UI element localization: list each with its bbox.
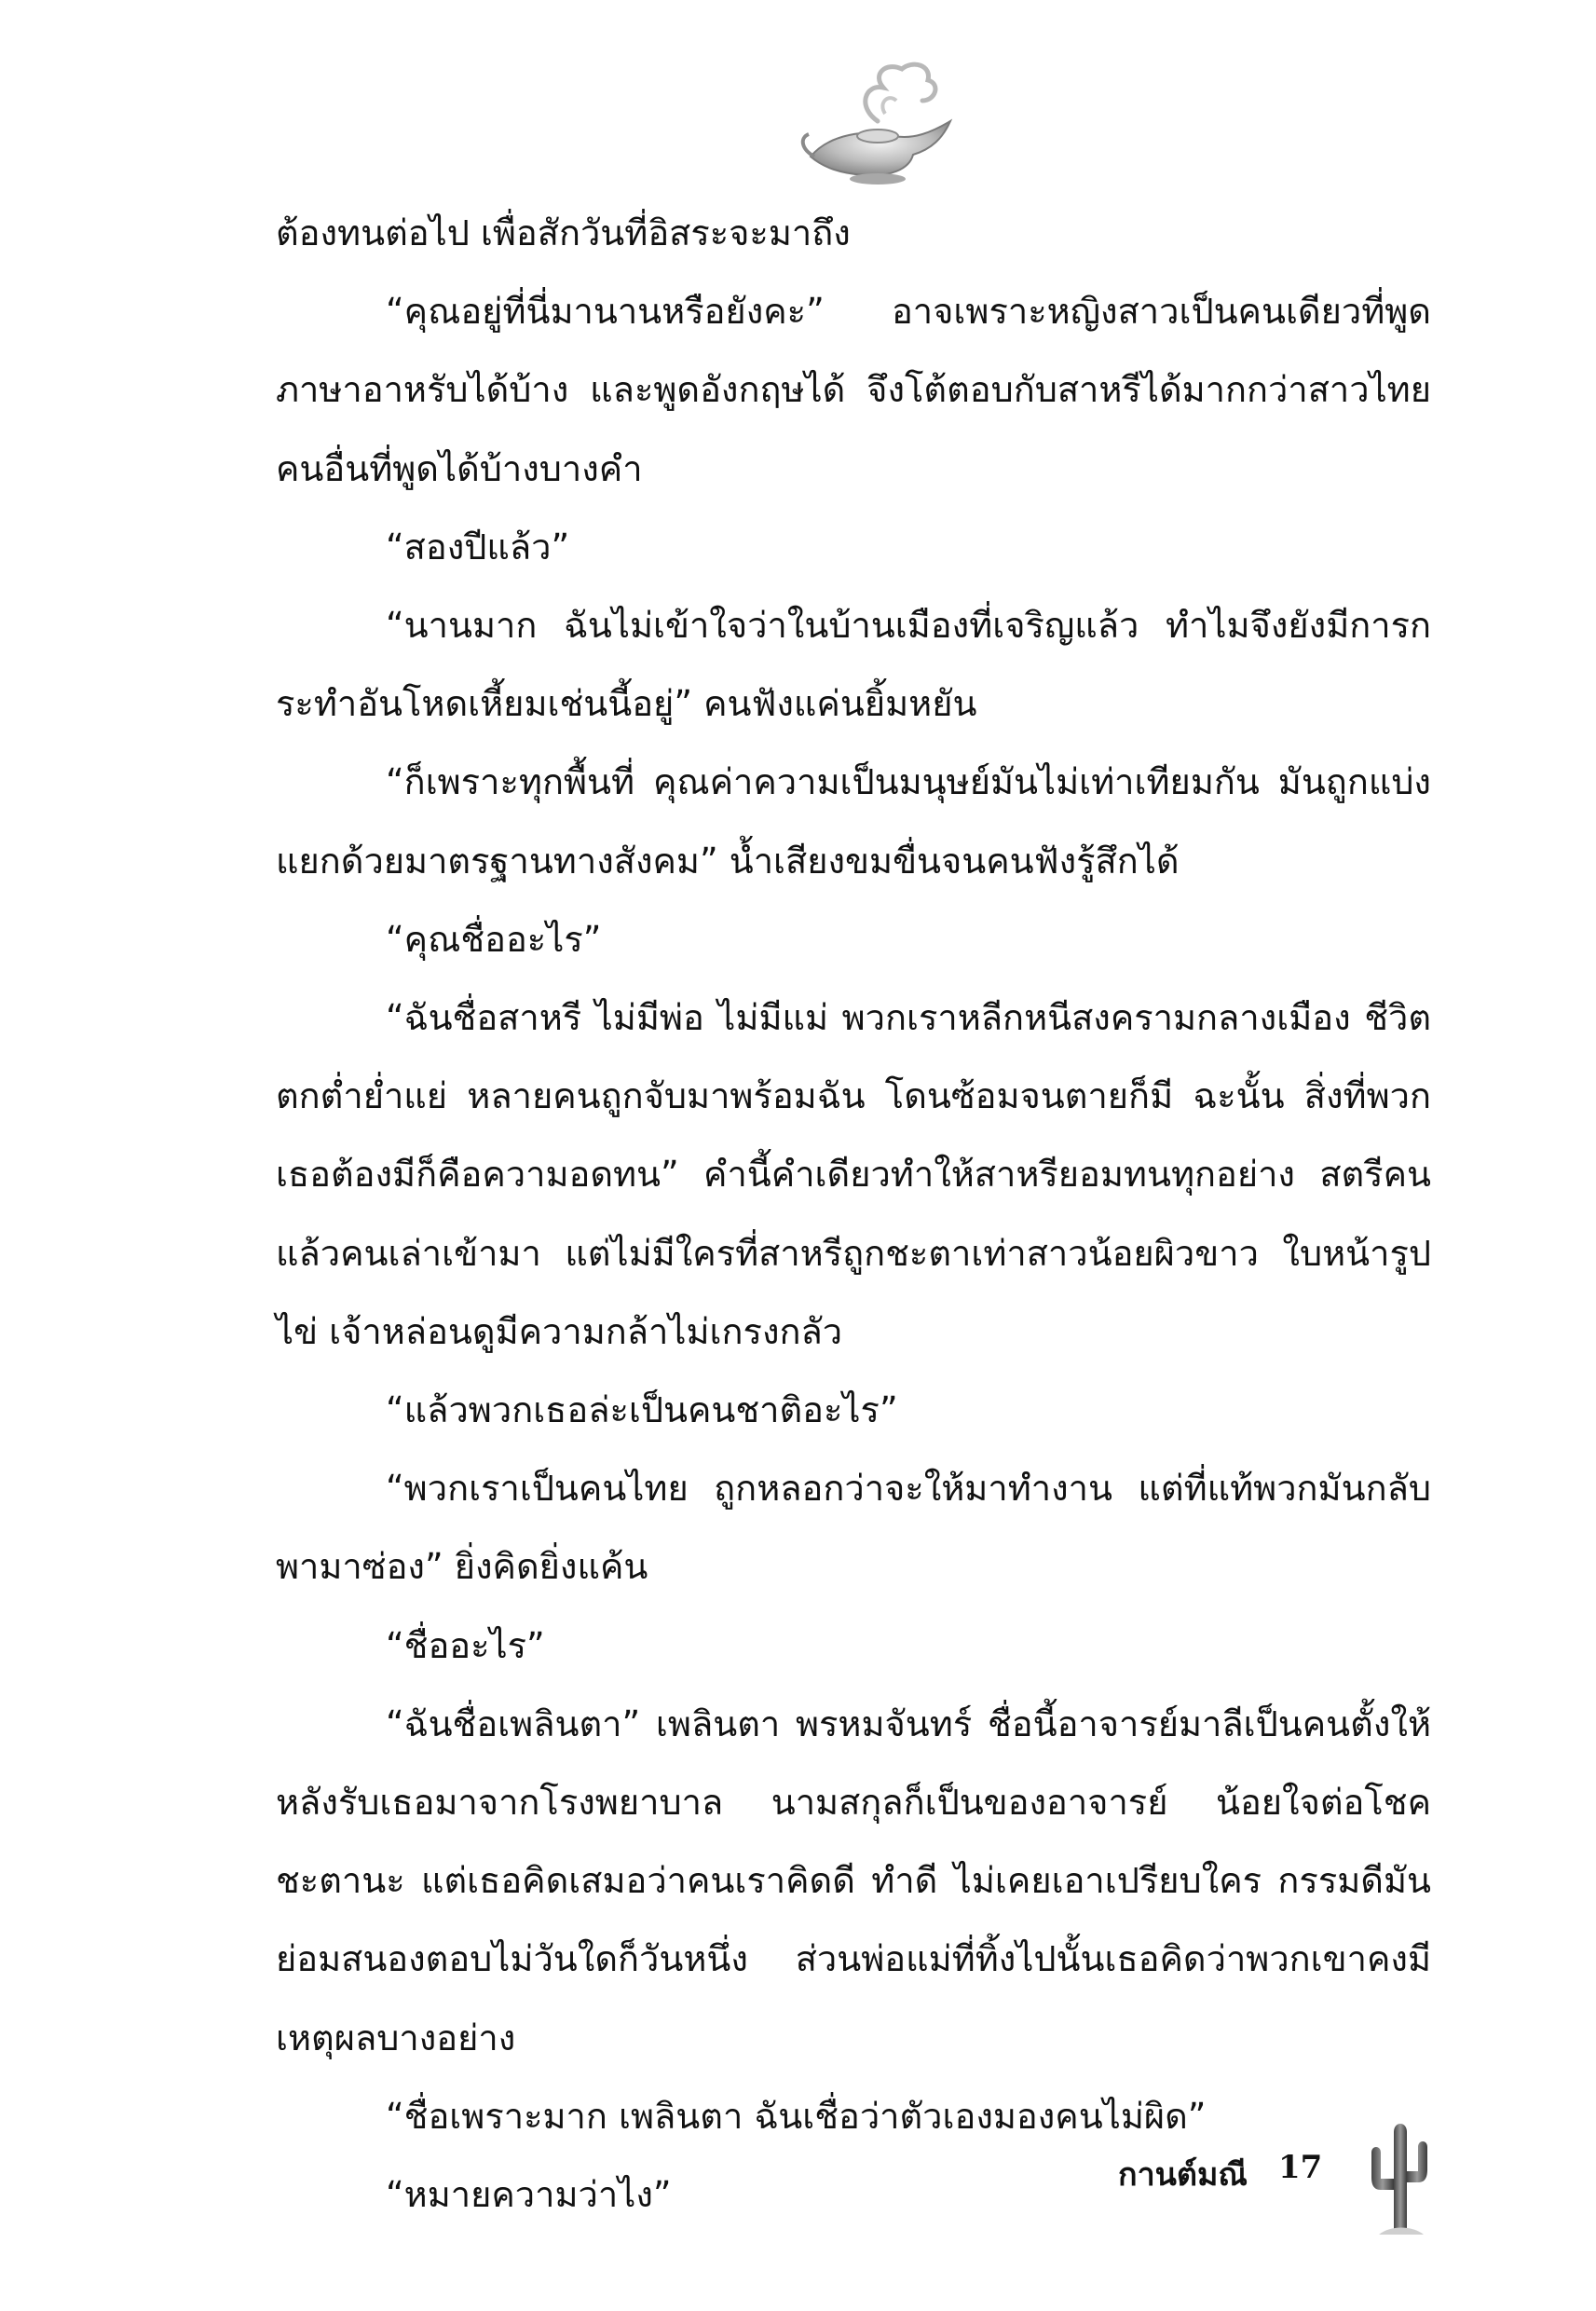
magic-lamp-icon [792, 56, 969, 196]
page-footer [1109, 2134, 1481, 2227]
paragraph: “ชื่อเพราะมาก เพลินตา ฉันเชื่อว่าตัวเองมองคนไม่ผิด” [386, 2095, 1207, 2137]
paragraph: “คุณชื่ออะไร” [386, 918, 602, 960]
paragraph: “ก็เพราะทุกพื้นที่ คุณค่าความเป็นมนุษย์มันไม่เท่าเทียมกัน มันถูกแบ่งแยกด้วยมาตรฐานทางสังคม” น้ำเสียงขมขื่นจนคนฟังรู้สึกได้ [276, 761, 1431, 882]
paragraph: ต้องทนต่อไป เพื่อสักวันที่อิสระจะมาถึง [276, 212, 851, 253]
paragraph: “หมายความว่าไง” [386, 2174, 672, 2216]
book-title: กานต์มณี [1118, 2156, 1248, 2194]
paragraph: “คุณอยู่ที่นี่มานานหรือยังคะ” อาจเพราะหญิงสาวเป็นคนเดียวที่พูดภาษาอาหรับได้บ้าง และพูดอังกฤษได้ จึงโต้ตอบกับสาหรีได้มากกว่าสาวไทยคนอื่นที่พูดได้บ้างบางคำ [276, 291, 1431, 489]
paragraph: “นานมาก ฉันไม่เข้าใจว่าในบ้านเมืองที่เจริญแล้ว ทำไมจึงยังมีการกระทำอันโหดเหี้ยมเช่นนี้อยู่” คนฟังแค่นยิ้มหยัน [276, 605, 1431, 725]
page-number: 17 [1278, 2149, 1323, 2186]
body-text [276, 194, 1431, 2234]
paragraph: “พวกเราเป็นคนไทย ถูกหลอกว่าจะให้มาทำงาน แต่ที่แท้พวกมันกลับพามาซ่อง” ยิ่งคิดยิ่งแค้น [276, 1468, 1431, 1588]
cactus-icon [1353, 2115, 1446, 2236]
paragraph: “ฉันชื่อสาหรี ไม่มีพ่อ ไม่มีแม่ พวกเราหลีกหนีสงครามกลางเมือง ชีวิตตกต่ำย่ำแย่ หลายคนถูกจับมาพร้อมฉัน โดนซ้อมจนตายก็มี ฉะนั้น สิ่งที่พวกเธอต้องมีก็คือความอดทน” คำนี้คำเดียวทำให้สาหรียอมทนทุกอย่าง สตรีคนแล้วคนเล่าเข้ามา แต่ไม่มีใครที่สาหรีถูกชะตาเท่าสาวน้อยผิวขาว ใบหน้ารูปไข่ เจ้าหล่อนดูมีความกล้าไม่เกรงกลัว [276, 997, 1431, 1352]
paragraph: “ชื่ออะไร” [386, 1624, 545, 1666]
paragraph: “สองปีแล้ว” [386, 526, 570, 567]
paragraph: “แล้วพวกเธอล่ะเป็นคนชาติอะไร” [386, 1389, 898, 1431]
paragraph: “ฉันชื่อเพลินตา” เพลินตา พรหมจันทร์ ชื่อนี้อาจารย์มาลีเป็นคนตั้งให้ หลังรับเธอมาจากโรงพยาบาล นามสกุลก็เป็นของอาจารย์ น้อยใจต่อโชคชะตานะ แต่เธอคิดเสมอว่าคนเราคิดดี ทำดี ไม่เคยเอาเปรียบใคร กรรมดีมันย่อมสนองตอบไม่วันใดก็วันหนึ่ง ส่วนพ่อแม่ที่ทิ้งไปนั้นเธอคิดว่าพวกเขาคงมีเหตุผลบางอย่าง [276, 1702, 1431, 2058]
